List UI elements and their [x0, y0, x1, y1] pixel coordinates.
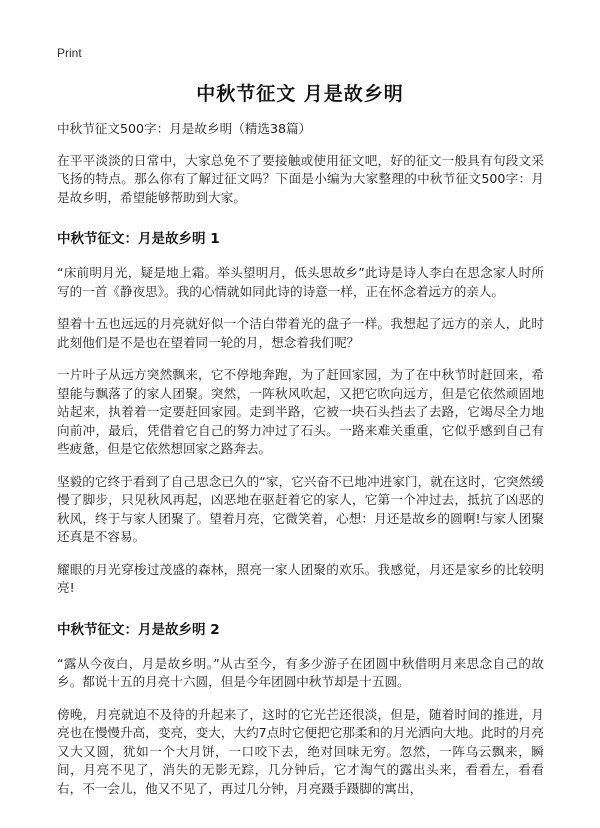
paragraph: 耀眼的月光穿梭过茂盛的森林，照亮一家人团聚的欢乐。我感觉，月还是家乡的比较明亮!	[57, 561, 544, 595]
section-heading-1: 中秋节征文：月是故乡明 1	[57, 231, 220, 247]
intro-paragraph: 在平平淡淡的日常中，大家总免不了要接触或使用征文吧，好的征文一般具有句段文采飞扬的特点。那么你有了解过征文吗？下面是小编为大家整理的中秋节征文500字：月是故乡明，希望能够帮助到大家。	[57, 152, 544, 205]
paragraph: “床前明月光，疑是地上霜。举头望明月，低头思故乡”此诗是诗人李白在思念家人时所写的一首《静夜思》。我的心情就如同此诗的诗意一样，正在怀念着远方的亲人。	[57, 265, 544, 299]
paragraph: 傍晚，月亮就迫不及待的升起来了，这时的它光芒还很淡，但是，随着时间的推进，月亮也在慢慢升高，变亮，变大，大约7点时它便把它那柔和的月光洒向大地。此时的月亮又大又圆，犹如一个大月饼，一口咬下去，绝对回味无穷。忽然，一阵乌云飘来，瞬间，月亮不见了，消失的无影无踪，几分钟后，它才淘气的露出头来，看看左，看看右，不一会儿，他又不见了，再过几分钟，月亮蹑手蹑脚的寓出，	[57, 706, 544, 796]
paragraph: 一片叶子从远方突然飘来，它不停地奔跑，为了赶回家园，为了在中秋节时赶回来，希望能与飘落了的家人团聚。突然，一阵秋风吹起，又把它吹向远方，但是它依然顽固地站起来，执着着一定要赶回家园。走到半路，它被一块石头挡去了去路，它竭尽全力地向前冲，最后，凭借着它自己的努力冲过了石头。一路来难关重重，它似乎感到自己有些疲惫，但是它依然想回家之路奔去。	[57, 367, 544, 456]
article-body	[57, 120, 544, 812]
article-subtitle: 中秋节征文500字：月是故乡明（精选38篇）	[57, 121, 312, 136]
print-link[interactable]: Print	[57, 46, 82, 60]
paragraph: “露从今夜白，月是故乡明。”从古至今，有多少游子在团圆中秋借明月来思念自己的故乡。都说十五的月亮十六圆，但是今年团圆中秋节却是十五圆。	[57, 655, 544, 689]
page-title: 中秋节征文 月是故乡明	[196, 83, 404, 105]
paragraph: 坚毅的它终于看到了自己思念已久的“家，它兴奋不已地冲进家门，就在这时，它突然缓慢了脚步，只见秋风再起，凶恶地在驱赶着它的家人，它第一个冲过去，抵抗了凶恶的秋风，终于与家人团聚了。望着月亮，它微笑着，心想：月还是故乡的圆啊!与家人团聚还真是不容易。	[57, 473, 544, 544]
section-heading-2: 中秋节征文：月是故乡明 2	[57, 621, 220, 638]
paragraph: 望着十五也远远的月亮就好似一个洁白带着光的盘子一样。我想起了远方的亲人，此时此刻他们是不是也在望着同一轮的月，想念着我们呢？	[57, 316, 544, 350]
